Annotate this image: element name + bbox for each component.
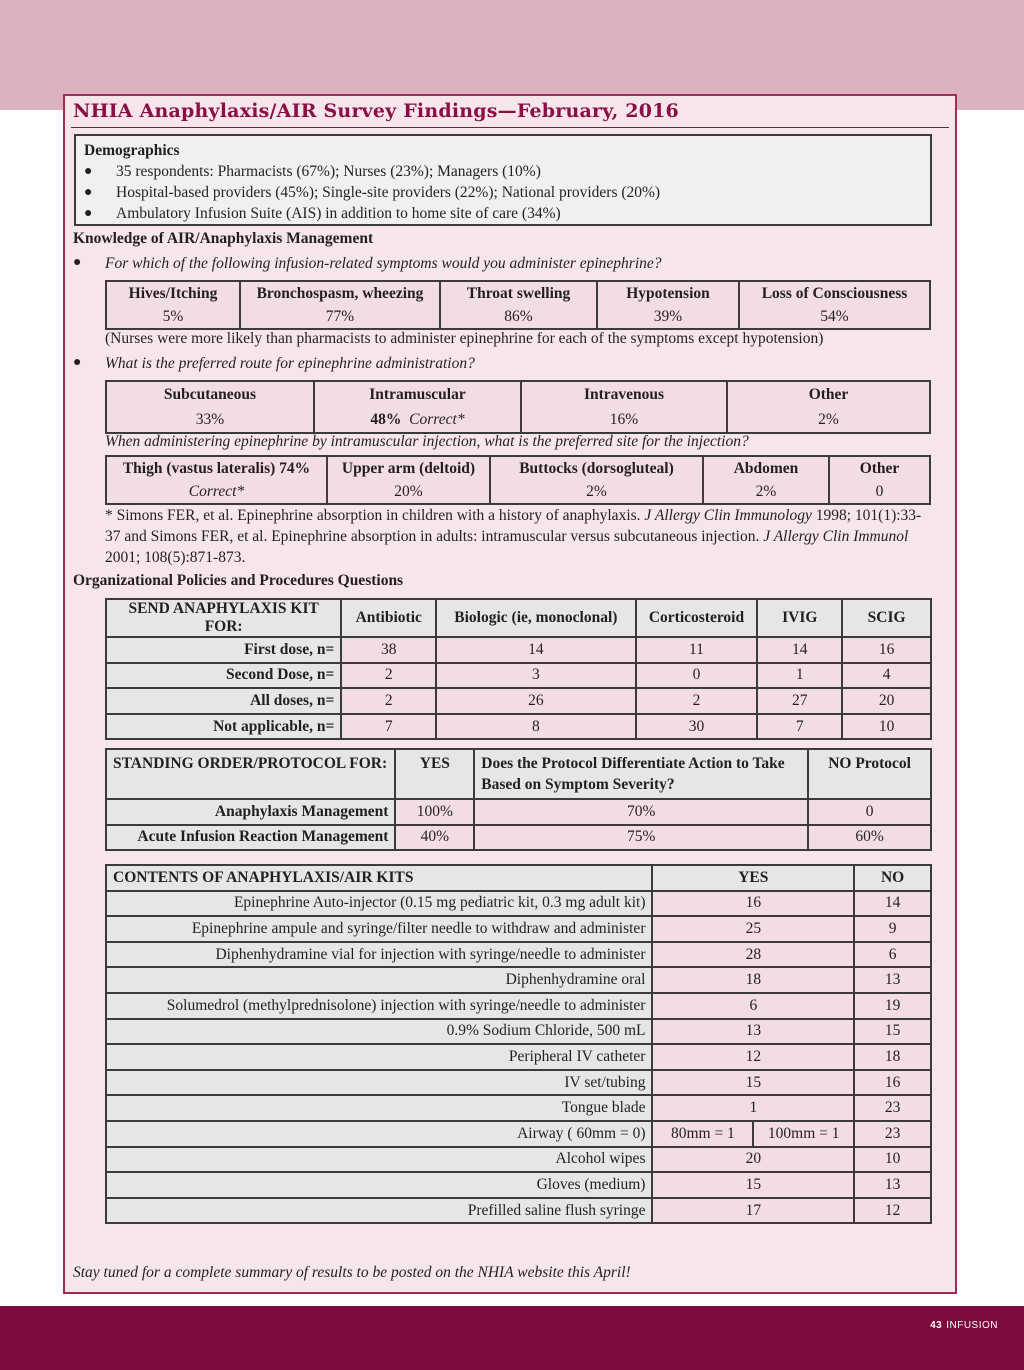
column-header: STANDING ORDER/PROTOCOL FOR: bbox=[106, 749, 395, 799]
column-header: NO Protocol bbox=[808, 749, 931, 799]
site-cell: Upper arm (deltoid) 20% bbox=[326, 457, 489, 503]
correct-value: 48% bbox=[370, 410, 402, 428]
column-header: IVIG bbox=[757, 599, 842, 637]
table-row: First dose, n= 38 14 11 14 16 bbox=[106, 637, 931, 663]
column-header: Corticosteroid bbox=[636, 599, 758, 637]
route-cell: Subcutaneous 33% bbox=[163, 385, 257, 428]
column-header: YES bbox=[395, 749, 474, 799]
table-row: Anaphylaxis Management 100% 70% 0 bbox=[106, 799, 931, 825]
table-row: Solumedrol (methylprednisolone) injection with syringe/needle to administer 6 19 bbox=[106, 993, 931, 1019]
table-row: Epinephrine Auto-injector (0.15 mg pediatric kit, 0.3 mg adult kit) 16 14 bbox=[106, 891, 931, 917]
column-header: Does the Protocol Differentiate Action to Take Based on Symptom Severity? bbox=[474, 749, 808, 799]
survey-panel bbox=[63, 94, 957, 1294]
table-row: IV set/tubing 15 16 bbox=[106, 1070, 931, 1096]
kit-contents-table bbox=[105, 864, 932, 1224]
reference-note: * Simons FER, et al. Epinephrine absorption in children with a history of anaphylaxis. J Allergy Clin Immunology 1998; 101(1):33-37 and Simons FER, et al. Epinephrine absorption in adults: intramuscular versus subcutaneous injection. J Allergy Clin Immunol 2001; 108(5):871-873. bbox=[105, 507, 922, 566]
route-cell: Intravenous 16% bbox=[520, 382, 726, 432]
table-row: Epinephrine ampule and syringe/filter needle to withdraw and administer 25 9 bbox=[106, 916, 931, 942]
bullet-icon: ● bbox=[84, 164, 93, 179]
table-row: Alcohol wipes 20 10 bbox=[106, 1147, 931, 1173]
column-header: SCIG bbox=[842, 599, 931, 637]
bullet-icon: ● bbox=[73, 355, 82, 370]
table-row: 0.9% Sodium Chloride, 500 mL 13 15 bbox=[106, 1019, 931, 1045]
table-row: Second Dose, n= 2 3 0 1 4 bbox=[106, 663, 931, 689]
symptom-cell: Bronchospasm, wheezing 77% bbox=[239, 282, 439, 328]
table-row: All doses, n= 2 26 2 27 20 bbox=[106, 688, 931, 714]
table-row: Not applicable, n= 7 8 30 7 10 bbox=[106, 714, 931, 740]
table-row: Prefilled saline flush syringe 17 12 bbox=[106, 1198, 931, 1224]
protocol-table bbox=[105, 748, 932, 851]
table-row: Tongue blade 1 23 bbox=[106, 1095, 931, 1121]
table-row: Diphenhydramine vial for injection with syringe/needle to administer 28 6 bbox=[106, 942, 931, 968]
sites-grid bbox=[105, 455, 931, 505]
kit-table bbox=[105, 598, 932, 740]
list-item: ● Ambulatory Infusion Suite (AIS) in addition to home site of care (34%) bbox=[84, 205, 561, 222]
bullet-icon: ● bbox=[73, 255, 82, 270]
table-row: Acute Infusion Reaction Management 40% 75% 60% bbox=[106, 825, 931, 851]
table-row: Diphenhydramine oral 18 13 bbox=[106, 967, 931, 993]
footer-band bbox=[0, 1306, 1024, 1370]
column-header: CONTENTS OF ANAPHYLAXIS/AIR KITS bbox=[106, 865, 652, 891]
table-row: Peripheral IV catheter 12 18 bbox=[106, 1044, 931, 1070]
symptom-cell: Hypotension 39% bbox=[596, 282, 738, 328]
closing-note: Stay tuned for a complete summary of results to be posted on the NHIA website this April! bbox=[73, 1264, 631, 1281]
nurses-note: (Nurses were more likely than pharmacists to administer epinephrine for each of the symptoms except hypotension) bbox=[105, 330, 824, 347]
page-number: 43 bbox=[930, 1320, 943, 1331]
correct-mark: Correct* bbox=[409, 410, 465, 428]
symptom-cell: Loss of Consciousness 54% bbox=[738, 282, 929, 328]
title-divider bbox=[71, 127, 949, 128]
org-heading: Organizational Policies and Procedures Questions bbox=[73, 572, 404, 589]
site-cell: Buttocks (dorsogluteal) 2% bbox=[489, 457, 702, 503]
table-header-row bbox=[106, 599, 931, 637]
column-header: NO bbox=[854, 865, 931, 891]
column-header: Biologic (ie, monoclonal) bbox=[436, 599, 635, 637]
bullet-icon: ● bbox=[84, 185, 93, 200]
list-item: ● 35 respondents: Pharmacists (67%); Nurses (23%); Managers (10%) bbox=[84, 163, 541, 180]
table-row: Airway ( 60mm = 0) 80mm = 1 100mm = 1 23 bbox=[106, 1121, 931, 1147]
site-cell: Thigh (vastus lateralis) 74% Correct* bbox=[122, 459, 311, 500]
table-header-row bbox=[106, 749, 931, 799]
demographics-heading: Demographics bbox=[84, 142, 180, 159]
symptom-cell: Throat swelling 86% bbox=[439, 282, 596, 328]
demographics-box bbox=[74, 134, 932, 226]
knowledge-heading: Knowledge of AIR/Anaphylaxis Management bbox=[73, 230, 374, 247]
question-symptoms: ● For which of the following infusion-related symptoms would you administer epinephrine? bbox=[73, 255, 662, 272]
symptoms-grid bbox=[105, 280, 931, 330]
brand-name: INFUSION bbox=[946, 1320, 998, 1331]
page-title: NHIA Anaphylaxis/AIR Survey Findings—February, 2016 bbox=[73, 100, 679, 122]
symptom-cell: Hives/Itching 5% bbox=[128, 284, 218, 325]
column-header: SEND ANAPHYLAXIS KIT FOR: bbox=[106, 599, 341, 637]
route-cell: Intramuscular 48% Correct* bbox=[313, 382, 520, 432]
column-header: Antibiotic bbox=[341, 599, 436, 637]
column-header: YES bbox=[652, 865, 854, 891]
table-header-row bbox=[106, 865, 931, 891]
site-cell: Abdomen 2% bbox=[702, 457, 828, 503]
question-route: ● What is the preferred route for epinephrine administration? bbox=[73, 355, 475, 372]
list-item: ● Hospital-based providers (45%); Single-site providers (22%); National providers (20%) bbox=[84, 184, 661, 201]
site-cell: Other 0 bbox=[828, 457, 929, 503]
routes-grid bbox=[105, 380, 931, 434]
table-row: Gloves (medium) 15 13 bbox=[106, 1172, 931, 1198]
bullet-icon: ● bbox=[84, 206, 93, 221]
route-cell: Other 2% bbox=[726, 382, 929, 432]
footer bbox=[930, 1320, 998, 1331]
question-site: When administering epinephrine by intramuscular injection, what is the preferred site for the injection? bbox=[105, 433, 749, 450]
